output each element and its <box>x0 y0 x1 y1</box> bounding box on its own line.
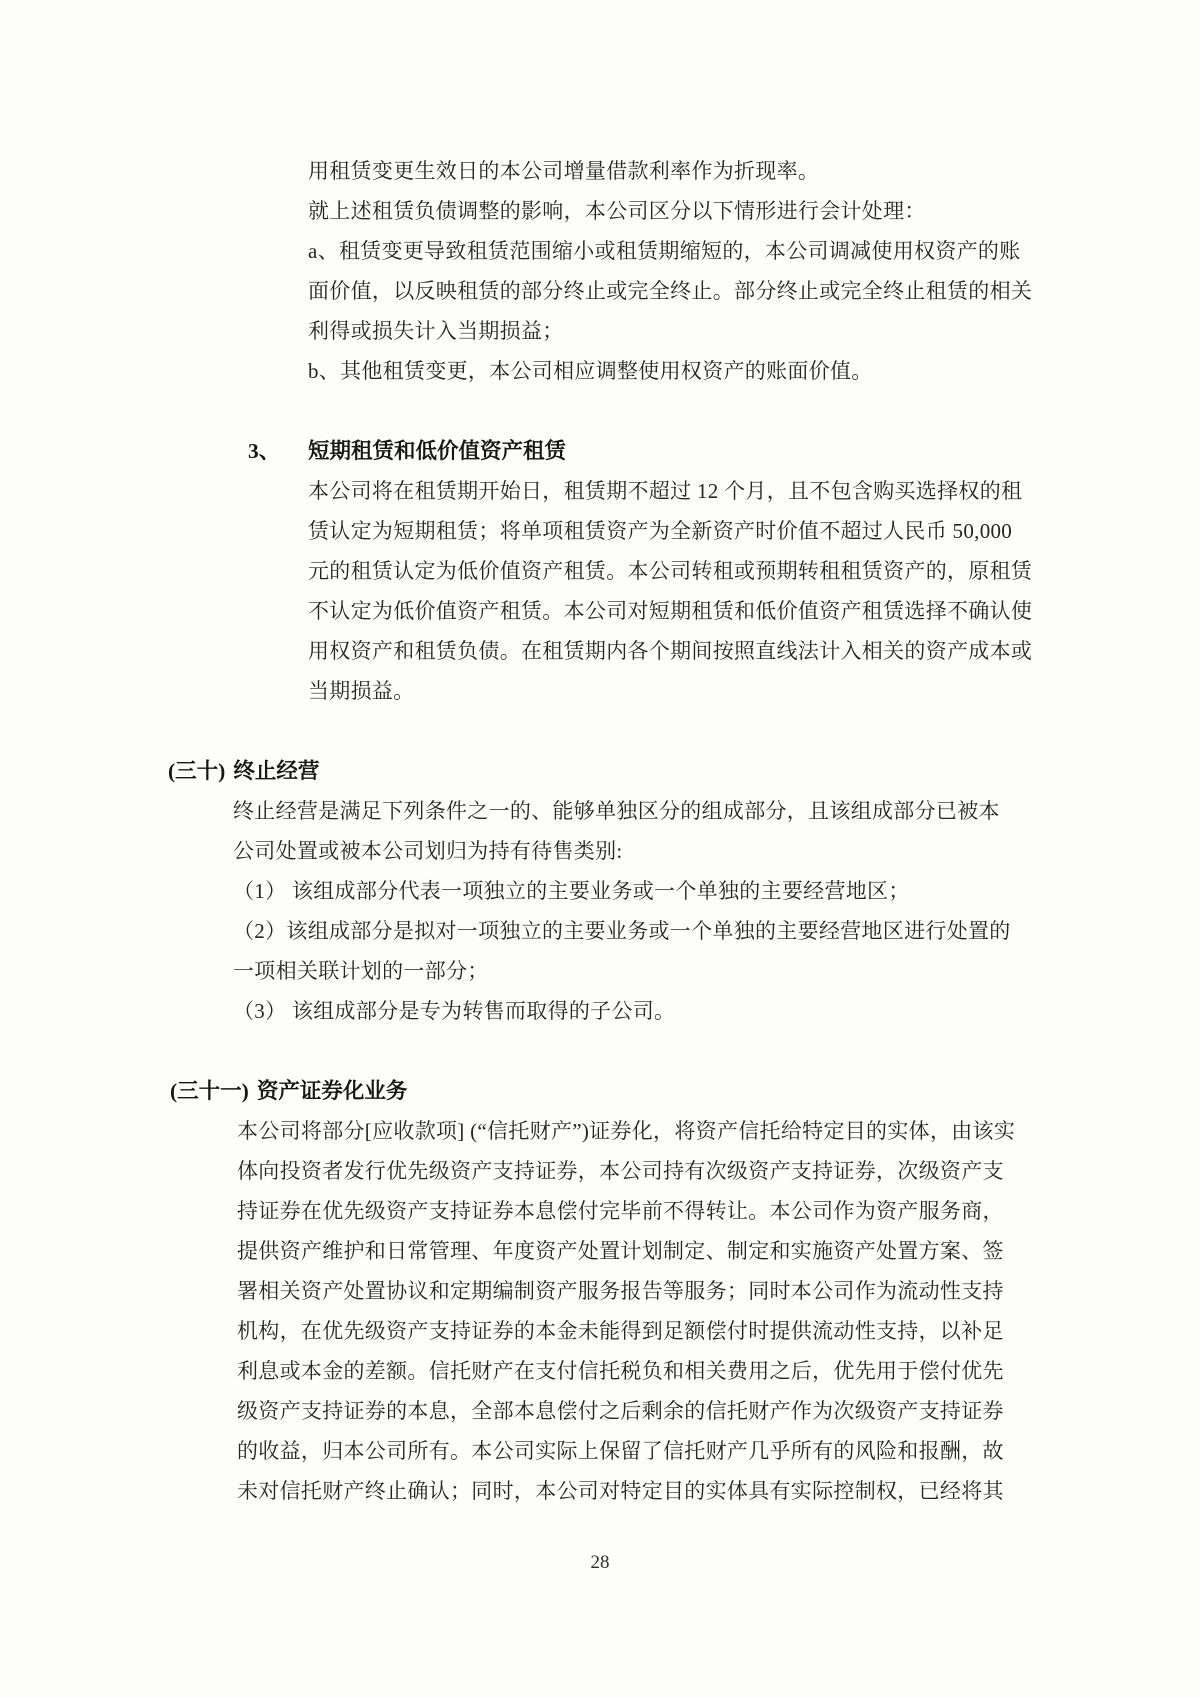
text-line: 提供资产维护和日常管理、年度资产处置计划制定、制定和实施资产处置方案、签 <box>237 1239 1004 1263</box>
paragraph-asset-securitization <box>237 1111 1015 1511</box>
text-line: 用权资产和租赁负债。在租赁期内各个期间按照直线法计入相关的资产成本或 <box>308 639 1033 663</box>
section-number: (三十) <box>168 759 226 783</box>
heading-short-term-leases <box>248 431 566 471</box>
text-line: 就上述租赁负债调整的影响，本公司区分以下情形进行会计处理： <box>308 199 926 223</box>
text-line: 元的租赁认定为低价值资产租赁。本公司转租或预期转租租赁资产的，原租赁 <box>308 559 1033 583</box>
text-line: 当期损益。 <box>308 679 415 703</box>
text-line: 利息或本金的差额。信托财产在支付信托税负和相关费用之后，优先用于偿付优先 <box>237 1359 1004 1383</box>
page-number: 28 <box>590 1552 610 1573</box>
heading-asset-securitization <box>170 1071 407 1111</box>
text-line: （3） 该组成部分是专为转售而取得的子公司。 <box>233 999 676 1023</box>
text-line: （1） 该组成部分代表一项独立的主要业务或一个单独的主要经营地区； <box>233 879 910 903</box>
text-line: a、租赁变更导致租赁范围缩小或租赁期缩短的，本公司调减使用权资产的账 <box>308 239 1021 263</box>
text-line: 级资产支持证券的本息，全部本息偿付之后剩余的信托财产作为次级资产支持证券 <box>237 1399 1004 1423</box>
text-line: 持证券在优先级资产支持证券本息偿付完毕前不得转让。本公司作为资产服务商， <box>237 1199 1004 1223</box>
text-line: 本公司将部分[应收款项] (“信托财产”)证券化，将资产信托给特定目的实体，由该实 <box>237 1119 1016 1143</box>
text-line: 未对信托财产终止确认；同时，本公司对特定目的实体具有实际控制权，已经将其 <box>237 1479 1004 1503</box>
text-line: 机构，在优先级资产支持证券的本金未能得到足额偿付时提供流动性支持，以补足 <box>237 1319 1004 1343</box>
section-title: 短期租赁和低价值资产租赁 <box>308 439 567 463</box>
section-number: 3、 <box>248 439 281 463</box>
text-line: 本公司将在租赁期开始日，租赁期不超过 12 个月，且不包含购买选择权的租 <box>308 479 1023 503</box>
text-line: （2）该组成部分是拟对一项独立的主要业务或一个单独的主要经营地区进行处置的 <box>233 919 1011 943</box>
text-line: 赁认定为短期租赁；将单项租赁资产为全新资产时价值不超过人民币 50,000 <box>308 519 1013 543</box>
section-title: 终止经营 <box>233 759 320 783</box>
text-line: 面价值，以反映租赁的部分终止或完全终止。部分终止或完全终止租赁的相关 <box>308 279 1033 303</box>
heading-discontinued-operations <box>168 751 319 791</box>
paragraph-short-term-leases <box>308 471 1032 711</box>
text-line: 的收益，归本公司所有。本公司实际上保留了信托财产几乎所有的风险和报酬，故 <box>237 1439 1004 1463</box>
text-line: 一项相关联计划的一部分； <box>233 959 489 983</box>
paragraph-discontinued-operations <box>233 791 1011 1031</box>
text-line: 终止经营是满足下列条件之一的、能够单独区分的组成部分，且该组成部分已被本 <box>233 799 1000 823</box>
text-line: 不认定为低价值资产租赁。本公司对短期租赁和低价值资产租赁选择不确认使 <box>308 599 1033 623</box>
text-line: 署相关资产处置协议和定期编制资产服务报告等服务；同时本公司作为流动性支持 <box>237 1279 1004 1303</box>
text-line: 公司处置或被本公司划归为持有待售类别: <box>233 839 623 863</box>
section-number: (三十一) <box>170 1079 249 1103</box>
text-line: 利得或损失计入当期损益； <box>308 319 564 343</box>
paragraph-lease-modification <box>308 151 1032 391</box>
section-title: 资产证券化业务 <box>256 1079 408 1103</box>
text-line: 体向投资者发行优先级资产支持证券，本公司持有次级资产支持证券，次级资产支 <box>237 1159 1004 1183</box>
text-line: 用租赁变更生效日的本公司增量借款利率作为折现率。 <box>308 159 820 183</box>
text-line: b、其他租赁变更，本公司相应调整使用权资产的账面价值。 <box>308 359 873 383</box>
